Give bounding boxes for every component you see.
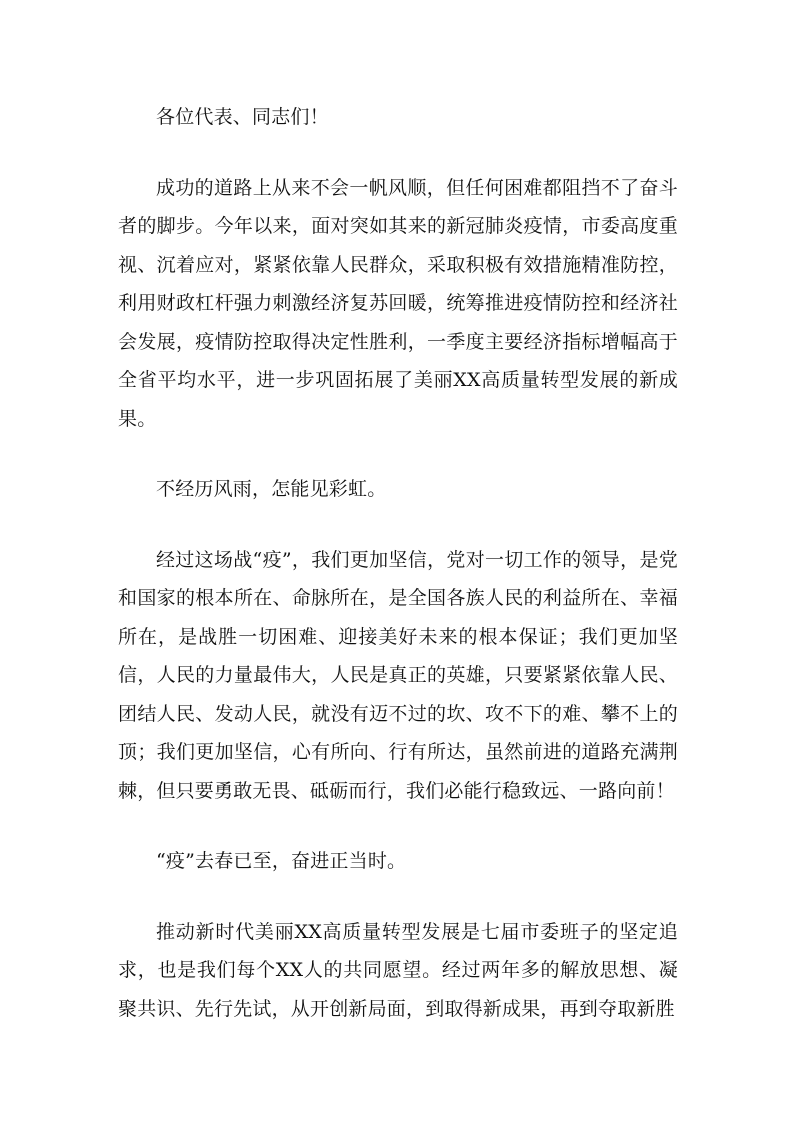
salutation-paragraph: 各位代表、同志们！ <box>156 106 329 128</box>
body-paragraph: 成功的道路上从来不会一帆风顺，但任何困难都阻挡不了奋斗者的脚步。今年以来，面对突如其来的新冠肺炎疫情，市委高度重视、沉着应对，紧紧依靠人民群众，采取积极有效措施精准防控，利用财政杠杆强力刺激经济复苏回暖，统筹推进疫情防控和经济社会发展，疫情防控取得决定性胜利，一季度主要经济指标增幅高于全省平均水平，进一步巩固拓展了美丽XX高质量转型发展的新成果。 <box>118 176 678 430</box>
body-paragraph: 不经历风雨，怎能见彩虹。 <box>156 478 387 500</box>
body-paragraph: “疫”去春已至，奋进正当时。 <box>156 850 407 872</box>
document-body <box>118 98 678 1060</box>
body-paragraph: 经过这场战“疫”，我们更加坚信，党对一切工作的领导，是党和国家的根本所在、命脉所在，是全国各族人民的利益所在、幸福所在，是战胜一切困难、迎接美好未来的根本保证；我们更加坚信，人民的力量最伟大，人民是真正的英雄，只要紧紧依靠人民、团结人民、发动人民，就没有迈不过的坎、攻不下的难、攀不上的顶；我们更加坚信，心有所向、行有所达，虽然前进的道路充满荆棘，但只要勇敢无畏、砥砺而行，我们必能行稳致远、一路向前！ <box>118 548 678 802</box>
body-paragraph: 推动新时代美丽XX高质量转型发展是七届市委班子的坚定追求，也是我们每个XX人的共同愿望。经过两年多的解放思想、凝聚共识、先行先试，从开创新局面，到取得新成果，再到夺取新胜 <box>118 920 678 1020</box>
